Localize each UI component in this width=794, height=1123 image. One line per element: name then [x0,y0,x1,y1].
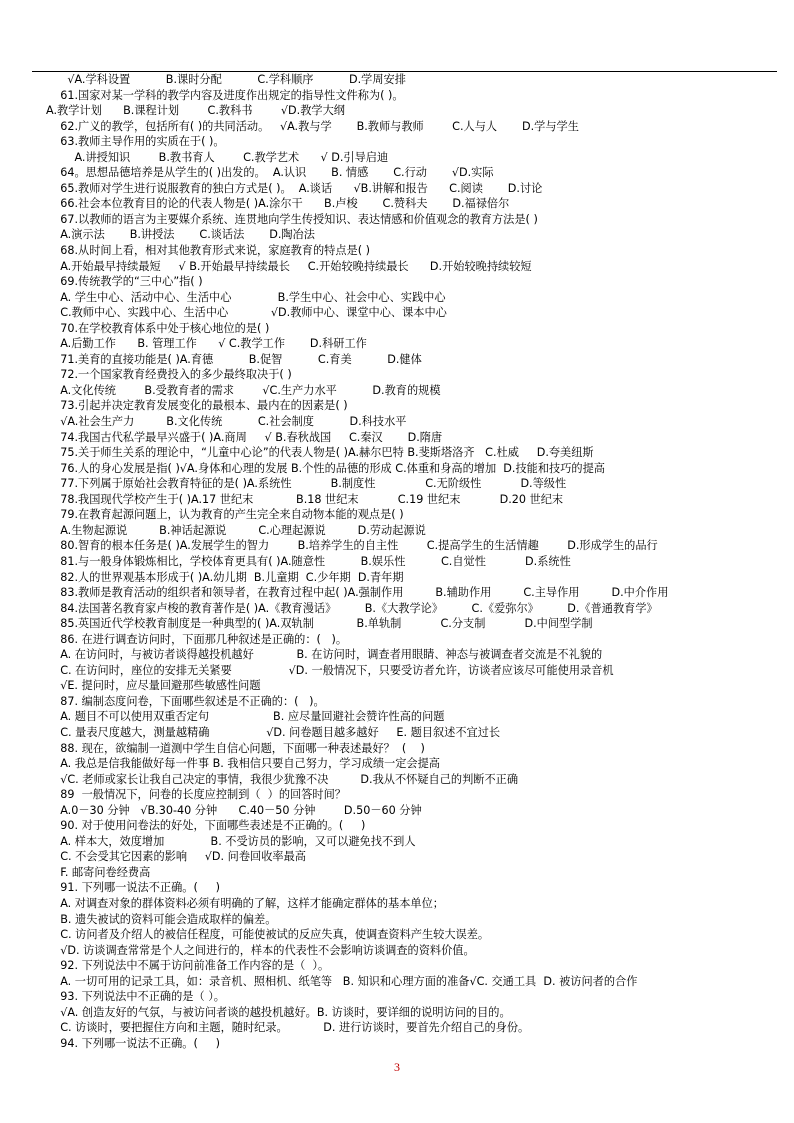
text-line: 64。思想品德培养是从学生的( )出发的。 A.认识 B. 情感 C.行动 √D.实际 [46,166,494,180]
text-line: C. 量表尺度越大，测量越精确 √D. 问卷题目越多越好 E. 题目叙述不宜过长 [46,725,501,739]
document-body [46,72,771,1051]
text-line: C. 不会受其它因素的影响 √D. 问卷回收率最高 [46,850,306,864]
text-line: 87. 编制态度问卷，下面哪些叙述是不正确的：( )。 [46,694,325,708]
text-line: 61.国家对某一学科的教学内容及进度作出规定的指导性文件称为( )。 [46,88,404,102]
text-line: 93. 下列说法中不正确的是（ ）。 [46,990,225,1004]
text-line: 90. 对于使用问卷法的好处，下面哪些表述是不正确的。( ) [46,819,366,833]
text-line: A. 我总是信我能做好每一件事 B. 我相信只要自己努力，学习成绩一定会提高 [46,757,440,771]
text-line: 89 一般情况下，问卷的长度应控制到（ ）的回答时间？ [46,788,346,802]
text-line: 67.以教师的语言为主要媒介系统、连贯地向学生传授知识、表达情感和价值观念的教育方法是( ) [46,212,538,226]
text-line: F. 邮寄问卷经费高 [46,865,151,879]
text-line: A. 样本大，效度增加 B. 不受访员的影响，又可以避免找不到人 [46,834,416,848]
text-line: A.后勤工作 B. 管理工作 √ C.教学工作 D.科研工作 [46,337,367,351]
text-line: C. 访谈时，要把握住方向和主题，随时纪录。 D. 进行访谈时，要首先介绍自己的身份。 [46,1021,530,1035]
text-line: A.讲授知识 B.教书育人 C.教学艺术 √ D.引导启迪 [46,150,389,164]
text-line: A.演示法 B.讲授法 C.谈话法 D.陶冶法 [46,228,315,242]
text-line: 94. 下列哪一说法不正确。( ) [46,1036,220,1050]
text-line: 73.引起并决定教育发展变化的最根本、最内在的因素是( ) [46,399,348,413]
text-line: √A.学科设置 B.课时分配 C.学科顺序 D.学周安排 [46,73,406,86]
text-line: 68.从时间上看，相对其他教育形式来说，家庭教育的特点是( ) [46,244,370,258]
text-line: B. 遗失被试的资料可能会造成取样的偏差。 [46,912,277,926]
text-line: C.教师中心、实践中心、生活中心 √D.教师中心、课堂中心、课本中心 [46,306,447,320]
text-line: 91. 下列哪一说法不正确。( ) [46,881,220,895]
text-line: A. 题目不可以使用双重否定句 B. 应尽量回避社会赞许性高的问题 [46,710,445,724]
text-line: √A. 创造友好的气氛，与被访问者谈的越投机越好。B. 访谈时，要详细的说明访问的目的。 [46,1005,511,1019]
text-line: 81.与一般身体锻炼相比，学校体育更具有( )A.随意性 B.娱乐性 C.自觉性 D.系统性 [46,554,571,568]
text-line: A. 一切可用的记录工具，如：录音机、照相机、纸笔等 B. 知识和心理方面的准备√C. 交通工具 D. 被访问者的合作 [46,974,638,988]
text-line: 77.下列属于原始社会教育特征的是( )A.系统性 B.制度性 C.无阶级性 D.等级性 [46,477,567,491]
text-line: A.开始最早持续最短 √ B.开始最早持续最长 C.开始较晚持续最长 D.开始较晚持续较短 [46,259,532,273]
text-line: √D. 访谈调查常常是个人之间进行的，样本的代表性不会影响访谈调查的资料价值。 [46,943,475,957]
text-line: 83.教师是教育活动的组织者和领导者，在教育过程中起( )A.强制作用 B.辅助作用 C.主导作用 D.中介作用 [46,586,669,600]
text-line: 79.在教育起源问题上，认为教育的产生完全来自动物本能的观点是( ) [46,508,404,522]
text-line: 86. 在进行调查访问时，下面那几种叙述是正确的：( )。 [46,632,348,646]
page-number: 3 [394,1060,400,1074]
text-line: 78.我国现代学校产生于( )A.17 世纪末 B.18 世纪末 C.19 世纪末 D.20 世纪末 [46,492,564,506]
text-line: 74.我国古代私学最早兴盛于( )A.商周 √ B.春秋战国 C.秦汉 D.隋唐 [46,430,443,444]
text-line: 69.传统教学的“三中心”指( ) [46,275,203,289]
text-line: 63.教师主导作用的实质在于( )。 [46,135,225,149]
text-line: 65.教师对学生进行说服教育的独白方式是( )。 A.谈话 √B.讲解和报告 C.阅读 D.讨论 [46,181,543,195]
text-line: A. 在访问时，与被访者谈得越投机越好 B. 在访问时，调查者用眼睛、神态与被调查者交流是不礼貌的 [46,648,603,662]
text-line: A.文化传统 B.受教育者的需求 √C.生产力水平 D.教育的规模 [46,383,441,397]
text-line: 76.人的身心发展是指( )√A.身体和心理的发展 B.个性的品德的形成 C.体重和身高的增加 D.技能和技巧的提高 [46,461,605,475]
text-line: 71.美育的直接功能是( )A.育德 B.促智 C.育美 D.健体 [46,352,422,366]
text-line: √C. 老师或家长让我自己决定的事情，我很少犹豫不决 D.我从不怀疑自己的判断不正确 [46,772,519,786]
text-line: 70.在学校教育体系中处于核心地位的是( ) [46,321,270,335]
text-line: 66.社会本位教育目的论的代表人物是( )A.涂尔干 B.卢梭 C.赞科夫 D.福禄倍尔 [46,197,510,211]
text-line: A. 学生中心、活动中心、生活中心 B.学生中心、社会中心、实践中心 [46,290,446,304]
text-line: √E. 提问时，应尽量回避那些敏感性问题 [46,679,261,693]
text-line: A. 对调查对象的群体资料必须有明确的了解，这样才能确定群体的基本单位； [46,896,444,910]
text-line: 80.智育的根本任务是( )A.发展学生的智力 B.培养学生的自主性 C.提高学生的生活情趣 D.形成学生的品行 [46,539,658,553]
text-line: C. 在访问时，座位的安排无关紧要 √D. 一般情况下，只要受访者允许，访谈者应该尽可能使用录音机 [46,663,614,677]
text-line: √A.社会生产力 B.文化传统 C.社会制度 D.科技水平 [46,415,407,429]
text-line: 62.广义的教学，包括所有( )的共同活动。 √A.教与学 B.教师与教师 C.人与人 D.学与学生 [46,119,579,133]
text-line: A.0－30 分钟 √B.30-40 分钟 C.40－50 分钟 D.50－60 分钟 [46,803,422,817]
text-line: 88. 现在，欲编制一道测中学生自信心问题，下面哪一种表述最好？ ( ) [46,741,425,755]
text-line: A.生物起源说 B.神话起源说 C.心理起源说 D.劳动起源说 [46,523,426,537]
text-line: A.教学计划 B.课程计划 C.教科书 √D.教学大纲 [46,104,345,118]
text-line: 72.一个国家教育经费投入的多少最终取决于( ) [46,368,292,382]
text-line: 75.关于师生关系的理论中，“儿童中心论”的代表人物是( )A.赫尔巴特 B.斐斯塔洛齐 C.杜威 D.夸美纽斯 [46,446,594,460]
text-line: 85.英国近代学校教育制度是一种典型的( )A.双轨制 B.单轨制 C.分支制 D.中间型学制 [46,617,593,631]
text-line: C. 访问者及介绍人的被信任程度，可能使被试的反应失真，使调查资料产生较大误差。 [46,928,490,942]
text-line: 82.人的世界观基本形成于( )A.幼儿期 B.儿童期 C.少年期 D.青年期 [46,570,404,584]
text-line: 84.法国著名教育家卢梭的教育著作是( )A.《教育漫话》 B.《大教学论》 C.《爱弥尔》 D.《普通教育学》 [46,601,658,615]
text-line: 92. 下列说法中不属于访问前准备工作内容的是（ ）。 [46,959,330,973]
